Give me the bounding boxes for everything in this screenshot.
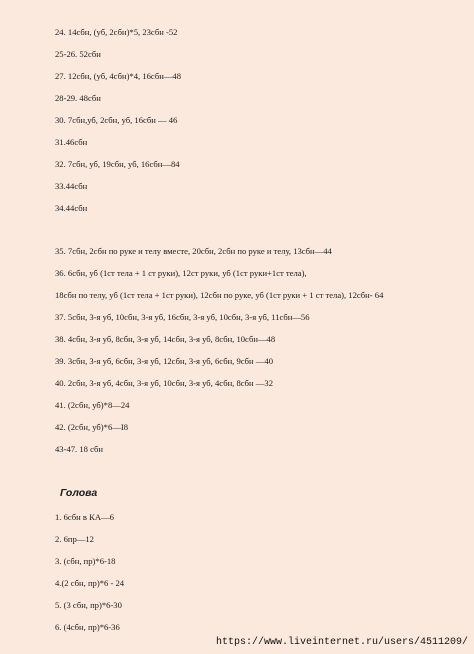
head-row-3: 3. (сбн, пр)*6-18	[55, 556, 116, 566]
pattern-row-31: 31.46сбн	[55, 137, 88, 147]
pattern-row-27: 27. 12сбн, (уб, 4сбн)*4, 16сбн—48	[55, 71, 181, 81]
section-heading: Голова	[60, 487, 98, 499]
pattern-row-39: 39. 3сбн, 3-я уб, 6сбн, 3-я уб, 12сбн, 3-я уб, 6сбн, 9сбн —40	[55, 356, 273, 366]
pattern-row-43-47: 43-47. 18 сбн	[55, 444, 103, 454]
head-row-4: 4.(2 сбн, пр)*6 - 24	[55, 578, 125, 588]
head-row-1: 1. 6сбн в КА—6	[55, 512, 114, 522]
pattern-row-32: 32. 7сбн, уб, 19сбн, уб, 16сбн—84	[55, 159, 180, 169]
pattern-row-25-26: 25-26. 52сбн	[55, 49, 101, 59]
head-row-5: 5. (3 сбн, пр)*6-30	[55, 600, 122, 610]
pattern-row-37: 37. 5сбн, 3-я уб, 10сбн, 3-я уб, 16сбн, 3-я уб, 10сбн, 3-я уб, 11сбн—56	[55, 312, 310, 322]
pattern-row-34: 34.44сбн	[55, 203, 88, 213]
pattern-row-40: 40. 2сбн, 3-я уб, 4сбн, 3-я уб, 10сбн, 3-я уб, 4сбн, 8сбн —32	[55, 378, 273, 388]
pattern-row-36-cont: 18сбн по телу, уб (1ст тела + 1ст руки), 12сбн по руке, уб (1ст руки + 1 ст тела), 12сбн- 64	[55, 290, 384, 300]
source-watermark: https://www.liveinternet.ru/users/4511209/	[215, 637, 468, 648]
pattern-row-38: 38. 4сбн, 3-я уб, 8сбн, 3-я уб, 14сбн, 3-я уб, 8сбн, 10сбн—48	[55, 334, 276, 344]
pattern-row-42: 42. (2сбн, уб)*6—I8	[55, 422, 129, 432]
pattern-row-35: 35. 7сбн, 2сбн по руке и телу вместе, 20сбн, 2сбн по руке и телу, 13сбн—44	[55, 246, 332, 256]
pattern-row-33: 33.44сбн	[55, 181, 88, 191]
pattern-row-41: 41. (2сбн, уб)*8—24	[55, 400, 130, 410]
pattern-row-30: 30. 7сбн,уб, 2сбн, уб, 16сбн — 46	[55, 115, 178, 125]
head-row-2: 2. 6пр—12	[55, 534, 94, 544]
pattern-row-36: 36. 6сбн, уб (1ст тела + 1 ст руки), 12ст руки, уб (1ст руки+1ст тела),	[55, 268, 307, 278]
head-row-6: 6. (4сбн, пр)*6-36	[55, 622, 120, 632]
pattern-row-28-29: 28-29. 48сбн	[55, 93, 101, 103]
pattern-row-24: 24. 14сбн, (уб, 2сбн)*5, 23сбн -52	[55, 27, 178, 37]
